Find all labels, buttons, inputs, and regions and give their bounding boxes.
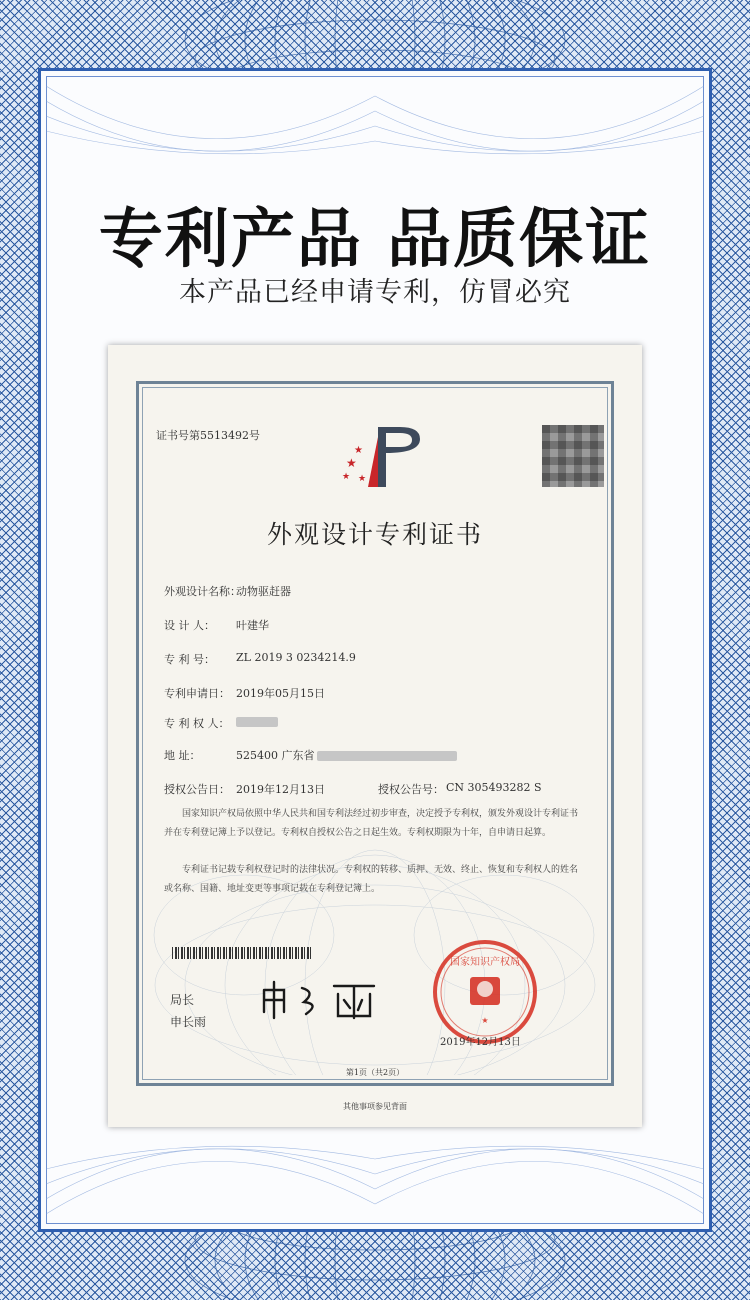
subline: 本产品已经申请专利，仿冒必究 [179,277,571,308]
field-label-grant-date: 授权公告日： [164,783,230,796]
director-name: 申长雨 [170,1015,207,1029]
field-label-patentee: 专 利 权 人： [164,717,230,730]
svg-text:★: ★ [354,445,363,456]
field-value-design-name: 动物驱赶器 [236,585,291,598]
svg-text:★: ★ [342,472,351,482]
director-signature [258,980,388,1020]
certificate-paragraph-2: 专利证书记载专利权登记时的法律状况。专利权的转移、质押、无效、终止、恢复和专利权人的姓名或名称、国籍、地址变更等事项记载在专利登记簿上。 [164,865,579,894]
field-label-grant-no: 授权公告号： [378,783,444,796]
certificate-title: 外观设计专利证书 [266,520,483,549]
certificate-number: 证书号第5513492号 [156,429,260,442]
headline: 专利产品 品质保证 [98,203,652,277]
patent-certificate [108,345,642,1127]
seal-text: 国家知识产权局 [450,957,520,968]
svg-text:★: ★ [481,1016,489,1025]
field-value-patentee-redacted [236,715,278,728]
field-value-address: 525400 广东省 [236,747,457,763]
seal-date: 2019年12月13日 [440,1037,521,1048]
field-value-grant-date: 2019年12月13日 [236,783,325,796]
certificate-paragraph-1: 国家知识产权局依照中华人民共和国专利法经过初步审查，决定授予专利权，颁发外观设计专利证书并在专利登记簿上予以登记。专利权自授权公告之日起生效。专利权期限为十年，自申请日起算。 [164,809,579,838]
field-label-designer: 设 计 人： [164,619,215,632]
cnipa-logo [340,423,424,491]
field-label-patent-no: 专 利 号： [164,653,215,666]
inner-top-ornament [46,76,704,186]
inner-bottom-ornament [46,1114,704,1224]
barcode [172,947,312,959]
page-info: 第1页（共2页） [345,1068,405,1077]
field-label-address: 地 址： [164,749,201,762]
svg-text:★: ★ [346,456,357,470]
svg-text:★: ★ [358,474,367,484]
official-seal [430,937,540,1047]
field-value-patent-no: ZL 2019 3 0234214.9 [236,651,356,664]
footer-note: 其他事项参见背面 [343,1102,407,1111]
field-value-grant-no: CN 305493282 S [446,781,542,794]
field-value-filing-date: 2019年05月15日 [236,687,325,700]
field-value-designer: 叶建华 [236,619,269,632]
field-label-design-name: 外观设计名称： [164,585,241,598]
qr-code [542,425,604,487]
field-label-filing-date: 专利申请日： [164,687,230,700]
director-title: 局长 [170,993,195,1007]
